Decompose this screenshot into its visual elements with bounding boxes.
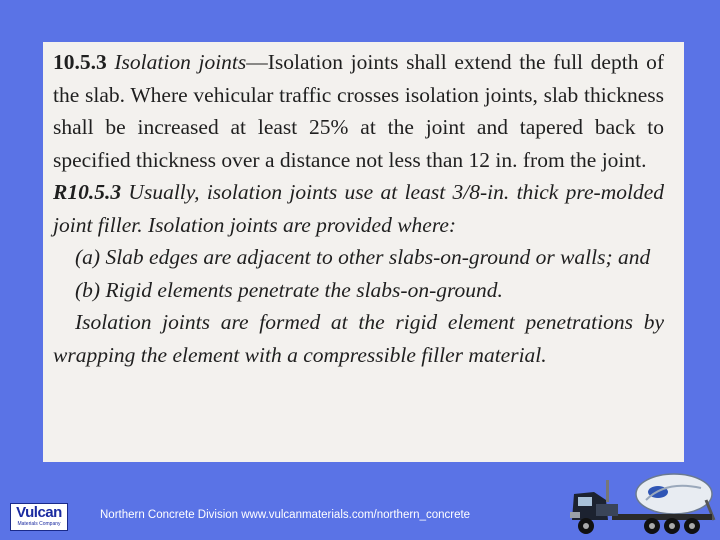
commentary-intro: Usually, isolation joints use at least 3/8-in. thick pre-molded joint filler. Isolation joints are provided where:: [53, 180, 664, 237]
vulcan-logo: [10, 503, 68, 531]
section-title: Isolation joints: [114, 50, 247, 74]
commentary-closing: Isolation joints are formed at the rigid element penetrations by wrapping the element with a compressible filler material.: [53, 310, 664, 367]
logo-word: Vulcan: [16, 504, 62, 521]
commentary-number: R10.5.3: [53, 180, 122, 204]
section-body: —Isolation joints shall extend the full depth of the slab. Where vehicular traffic crosses isolation joints, slab thickness shall be increased at least 25% at the joint and tapered back to specified thickness over a distance not less than 12 in. from the joint.: [53, 50, 664, 172]
concrete-mixer-truck-icon: [566, 470, 716, 538]
commentary-item-b: (b) Rigid elements penetrate the slabs-on-ground.: [75, 277, 503, 302]
document-excerpt: [43, 42, 684, 462]
logo-subtitle: Materials Company: [17, 521, 61, 527]
section-paragraph: [53, 46, 664, 176]
footer-text: Northern Concrete Division www.vulcanmaterials.com/northern_concrete: [100, 509, 471, 521]
commentary-item-a: (a) Slab edges are adjacent to other slabs-on-ground or walls; and: [75, 245, 651, 269]
commentary-paragraph: [53, 176, 664, 241]
section-number: 10.5.3: [53, 50, 107, 74]
